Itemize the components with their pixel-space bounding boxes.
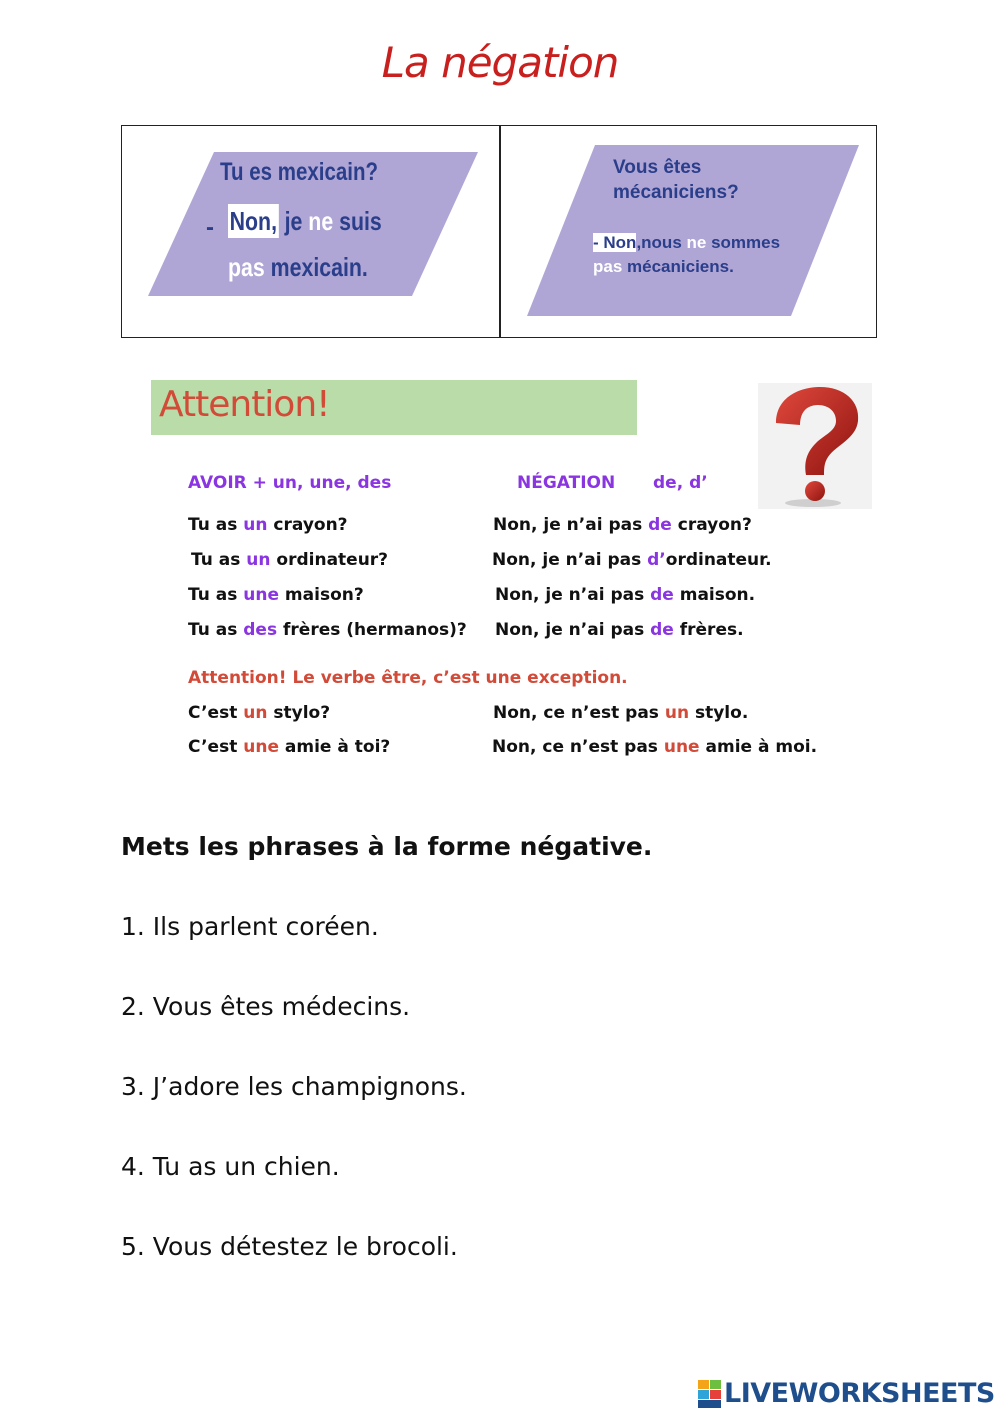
row-article: une	[243, 585, 280, 605]
row-text: crayon?	[671, 515, 752, 535]
word-ne-right: ne	[686, 233, 707, 252]
row-text: Non, ce n’est pas	[493, 703, 665, 723]
row-text: Non, je n’ai pas	[493, 515, 649, 535]
row-text: stylo.	[689, 703, 749, 723]
avoir-answer-row	[492, 550, 772, 570]
avoir-answer-row	[495, 585, 755, 605]
example-right-question-line2: mécaniciens?	[613, 182, 739, 203]
row-text: Tu as	[188, 620, 244, 640]
row-text: ordinateur.	[665, 550, 772, 570]
row-text: stylo?	[267, 703, 331, 723]
row-text: frères (hermanos)?	[277, 620, 467, 640]
row-text: Non, je n’ai pas	[495, 585, 651, 605]
example-left-dash: -	[206, 214, 214, 241]
non-highlight: Non,	[229, 206, 278, 236]
question-mark-image	[758, 383, 872, 509]
word-suis: suis	[339, 206, 382, 236]
row-article: une	[243, 737, 279, 757]
exercise-item-3: 3. J’adore les champignons.	[121, 1072, 467, 1101]
row-article: d’	[647, 550, 666, 570]
attention-banner-label: Attention!	[159, 384, 330, 425]
word-je: je	[284, 206, 303, 236]
word-sommes: sommes	[711, 233, 781, 252]
avoir-question-row	[191, 550, 388, 570]
row-text: maison?	[279, 585, 364, 605]
word-nous: ,nous	[636, 233, 682, 252]
row-text: frères.	[673, 620, 744, 640]
row-text: C’est	[188, 737, 244, 757]
example-right-answer-line2	[593, 257, 734, 277]
row-text: maison.	[673, 585, 756, 605]
avoir-question-row	[188, 620, 467, 640]
avoir-question-row	[188, 515, 348, 535]
row-text: Non, je n’ai pas	[495, 620, 651, 640]
example-left-answer-line2	[228, 252, 368, 283]
row-text: Non, je n’ai pas	[492, 550, 648, 570]
row-article: une	[663, 737, 700, 757]
exception-answer-row	[492, 737, 817, 757]
row-article: de	[648, 515, 672, 535]
word-ne: ne	[308, 206, 334, 236]
row-article: des	[243, 620, 278, 640]
row-text: C’est	[188, 703, 244, 723]
exception-question-row	[188, 703, 330, 723]
row-text: amie à moi.	[699, 737, 818, 757]
row-article: un	[243, 703, 268, 723]
row-text: Non, ce n’est pas	[492, 737, 664, 757]
row-text: Tu as	[188, 585, 244, 605]
word-pas: pas	[228, 252, 265, 282]
non-highlight-right: - Non	[593, 233, 637, 252]
example-left-question: Tu es mexicain?	[220, 158, 378, 186]
header-avoir: AVOIR + un, une, des	[188, 473, 392, 493]
exception-note: Attention! Le verbe être, c’est une exception.	[188, 668, 628, 688]
table-divider	[499, 125, 501, 338]
page-title: La négation	[381, 38, 619, 87]
exercise-item-1: 1. Ils parlent coréen.	[121, 912, 379, 941]
word-mexicain: mexicain.	[270, 252, 368, 282]
logo-badge-icon	[698, 1379, 722, 1409]
exception-answer-row	[493, 703, 748, 723]
word-mecaniciens: mécaniciens.	[627, 257, 734, 276]
exercise-item-2: 2. Vous êtes médecins.	[121, 992, 411, 1021]
word-pas-right: pas	[593, 257, 623, 276]
exercise-item-4: 4. Tu as un chien.	[121, 1152, 340, 1181]
row-article: un	[246, 550, 271, 570]
liveworksheets-logo	[698, 1378, 995, 1412]
exercise-item-5: 5. Vous détestez le brocoli.	[121, 1232, 458, 1261]
row-text: crayon?	[267, 515, 348, 535]
row-text: ordinateur?	[270, 550, 389, 570]
question-mark-icon	[758, 383, 872, 509]
attention-banner	[151, 380, 637, 435]
exception-question-row	[188, 737, 390, 757]
row-article: un	[664, 703, 690, 723]
row-text: amie à toi?	[279, 737, 391, 757]
example-left-answer-line1	[228, 206, 382, 246]
row-article: de	[650, 620, 674, 640]
avoir-question-row	[188, 585, 364, 605]
example-right-answer-line1	[593, 233, 780, 253]
logo-text: LIVEWORKSHEETS	[724, 1378, 995, 1409]
avoir-answer-row	[493, 515, 752, 535]
avoir-answer-row	[495, 620, 744, 640]
row-article: de	[650, 585, 674, 605]
row-text: Tu as	[191, 550, 247, 570]
header-negation: NÉGATION	[517, 473, 616, 493]
header-de: de, d’	[653, 473, 708, 493]
example-right-question-line1: Vous êtes	[613, 157, 702, 178]
exercise-heading: Mets les phrases à la forme négative.	[121, 832, 653, 861]
row-text: Tu as	[188, 515, 244, 535]
row-article: un	[243, 515, 268, 535]
